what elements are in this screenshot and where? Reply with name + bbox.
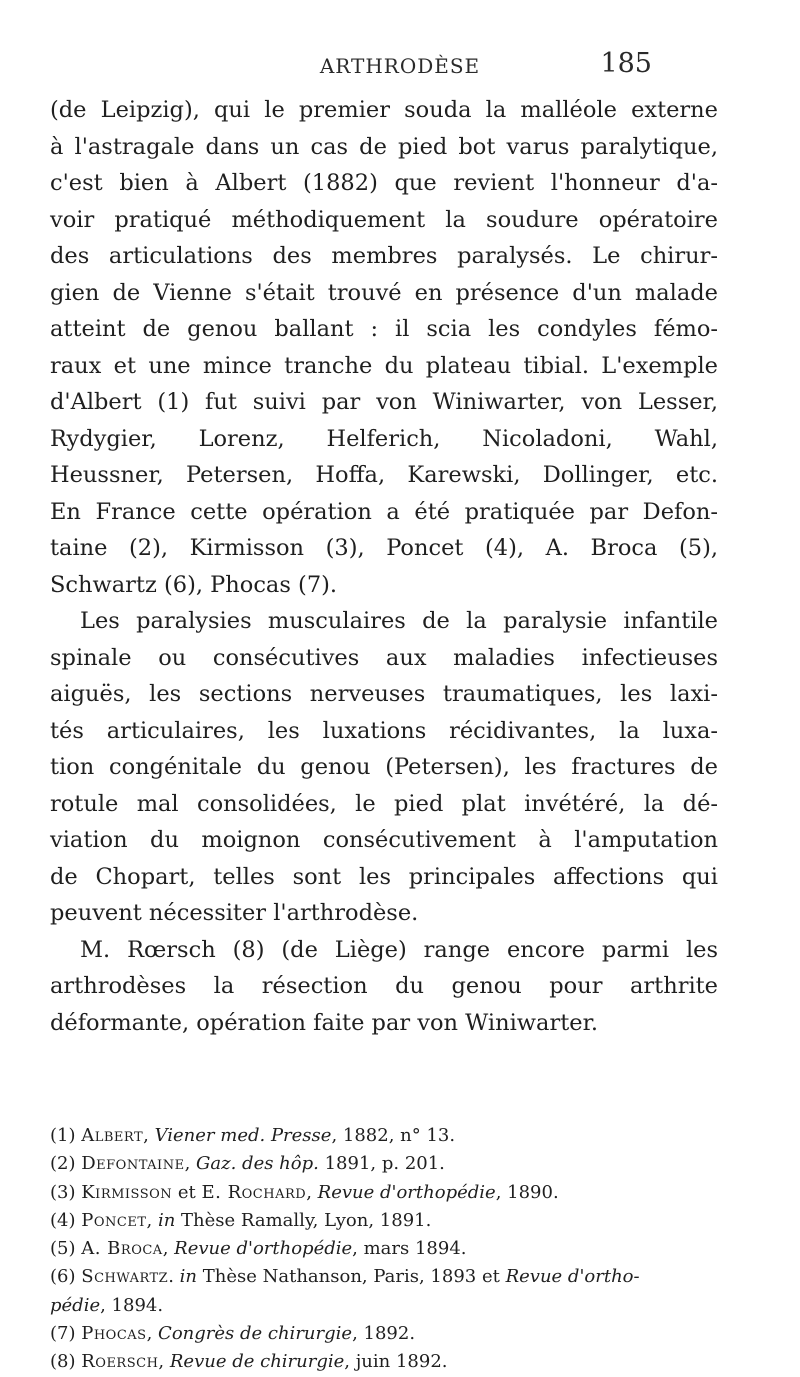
footnote-source: in [179, 1266, 198, 1288]
footnote-source: Revue d'orthopédie [174, 1238, 353, 1260]
footnote-details: , 1890. [495, 1181, 559, 1203]
footnote-number: (1) [50, 1125, 76, 1146]
footnote-details: , 1892. [352, 1323, 416, 1345]
text-line: rotule mal consolidées, le pied plat invétéré, la dé- [50, 790, 718, 817]
text-line: spinale ou consécutives aux maladies infectieuses [50, 644, 718, 671]
text-line: Schwartz (6), Phocas (7). [50, 571, 338, 598]
footnote-number: (6) [50, 1266, 76, 1288]
text-line: peuvent nécessiter l'arthrodèse. [50, 900, 419, 926]
footnote-details: Thèse Ramally, Lyon, 1891. [175, 1209, 432, 1231]
text-line: de Chopart, telles sont les principales affections qui [50, 863, 718, 890]
text-line: aiguës, les sections nerveuses traumatiques, les laxi- [50, 681, 718, 707]
footnotes [50, 1122, 710, 1377]
footnote-author: Kirmisson [81, 1181, 173, 1203]
footnote: (8) Roersch, Revue de chirurgie, juin 1892. [50, 1351, 448, 1373]
text-line: à l'astragale dans un cas de pied bot varus paralytique, [50, 133, 718, 160]
footnote-details: , 1894. [100, 1294, 164, 1316]
text-line: Rydygier, Lorenz, Helferich, Nicoladoni, Wahl, [50, 425, 718, 452]
footnote-source: in [157, 1209, 176, 1231]
text-line: d'Albert (1) fut suivi par von Winiwarter, von Lesser, [50, 389, 718, 415]
footnote-author: A. Broca [81, 1238, 163, 1260]
footnote-source: Viener med. Presse [154, 1125, 332, 1146]
footnote-number: (3) [50, 1181, 76, 1203]
footnote-source: Revue d'ortho- [505, 1266, 640, 1288]
footnote-details: , juin 1892. [344, 1351, 448, 1373]
footnote: (6) Schwartz. in Thèse Nathanson, Paris, 1893 et Revue d'ortho- [50, 1266, 640, 1288]
footnote-number: (4) [50, 1209, 76, 1231]
footnote: (2) Defontaine, Gaz. des hôp. 1891, p. 201. [50, 1153, 445, 1175]
footnote-number: (5) [50, 1238, 76, 1260]
text-line: raux et une mince tranche du plateau tibial. L'exemple [50, 352, 718, 379]
footnote-details: , mars 1894. [352, 1238, 467, 1260]
page-header [0, 48, 800, 88]
text-line: c'est bien à Albert (1882) que revient l'honneur d'a- [50, 170, 718, 196]
footnote-source: Congrès de chirurgie [158, 1323, 353, 1345]
footnote-author: E. Rochard [201, 1181, 307, 1203]
text-line: tion congénitale du genou (Petersen), les fractures de [50, 754, 718, 780]
footnote-author: Phocas [81, 1323, 147, 1345]
page-number: 185 [600, 48, 652, 79]
footnote-continuation [50, 1292, 710, 1320]
footnote: (1) Albert, Viener med. Presse, 1882, n° 13. [50, 1125, 456, 1146]
footnote-number: (7) [50, 1323, 76, 1345]
footnote: (7) Phocas, Congrès de chirurgie, 1892. [50, 1323, 416, 1345]
running-head: ARTHRODÈSE [319, 54, 481, 78]
text-line: M. Rœrsch (8) (de Liège) range encore parmi les [80, 936, 718, 963]
text-line: voir pratiqué méthodiquement la soudure opératoire [50, 206, 718, 233]
footnote-number: (2) [50, 1153, 76, 1175]
footnote-author: Roersch [81, 1351, 159, 1373]
footnote-author: Albert [81, 1125, 144, 1146]
footnote: (4) Poncet, in Thèse Ramally, Lyon, 1891. [50, 1209, 432, 1231]
text-line: des articulations des membres paralysés. Le chirur- [50, 243, 718, 269]
text-line: Heussner, Petersen, Hoffa, Karewski, Dollinger, etc. [50, 462, 718, 488]
text-line: viation du moignon consécutivement à l'amputation [50, 827, 718, 853]
text-line: tés articulaires, les luxations récidivantes, la luxa- [50, 717, 718, 744]
text-line: (de Leipzig), qui le premier souda la malléole externe [50, 97, 718, 123]
footnote-details: 1891, p. 201. [318, 1153, 445, 1175]
text-line: taine (2), Kirmisson (3), Poncet (4), A. Broca (5), [50, 535, 718, 561]
body-text [50, 92, 718, 1041]
footnote-source: Gaz. des hôp. [196, 1153, 319, 1175]
footnote-source: pédie [50, 1294, 101, 1316]
footnote-details: , 1882, n° 13. [331, 1125, 456, 1146]
footnote-source: Revue de chirurgie [169, 1351, 345, 1373]
footnote-author: Defontaine [81, 1153, 185, 1175]
text-line: arthrodèses la résection du genou pour arthrite [50, 973, 718, 999]
footnote-details: Thèse Nathanson, Paris, 1893 et [197, 1266, 506, 1288]
footnote: (5) A. Broca, Revue d'orthopédie, mars 1894. [50, 1238, 467, 1260]
footnote-source: Revue d'orthopédie [317, 1181, 496, 1203]
text-line: atteint de genou ballant : il scia les condyles fémo- [50, 316, 718, 342]
footnote-number: (8) [50, 1351, 76, 1373]
text-line: Les paralysies musculaires de la paralysie infantile [80, 608, 718, 634]
footnote: (3) Kirmisson et E. Rochard, Revue d'orthopédie, 1890. [50, 1181, 559, 1203]
footnote-author: Schwartz [81, 1266, 169, 1288]
text-line: gien de Vienne s'était trouvé en présence d'un malade [50, 279, 718, 306]
text-line: déformante, opération faite par von Winiwarter. [50, 1009, 599, 1036]
footnote-author: Poncet [81, 1209, 147, 1231]
text-line: En France cette opération a été pratiquée par Defon- [50, 498, 718, 525]
